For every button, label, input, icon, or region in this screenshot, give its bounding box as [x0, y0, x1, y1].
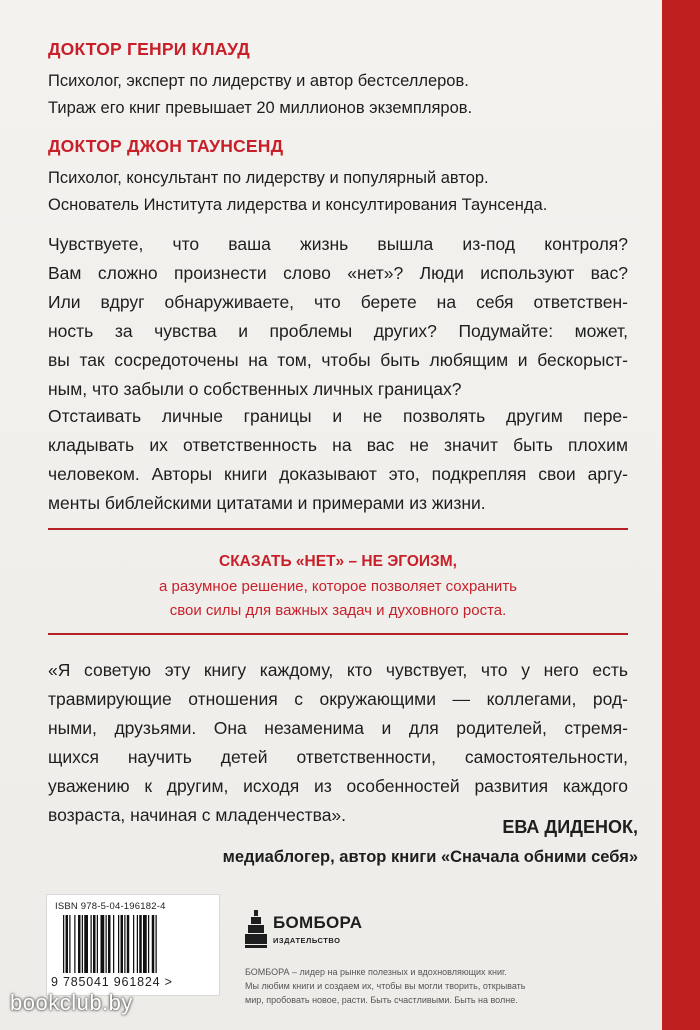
motto-line: а разумное решение, которое позволяет сохранить — [158, 578, 517, 595]
quote-author-name: ЕВА ДИДЕНОК, — [502, 817, 638, 837]
quote-line: щихся научить детей ответственности, самостоятельности, — [48, 747, 628, 767]
isbn-label: ISBN 978-5-04-196182-4 — [55, 901, 166, 912]
text-line: человеком. Авторы книги доказывают это, подкрепляя свои аргу- — [48, 464, 628, 484]
text-line: Отстаивать личные границы и не позволять другим пере- — [48, 406, 628, 426]
text-line: Вам сложно произнести слово «нет»? Люди используют вас? — [48, 263, 628, 283]
text-line: Чувствуете, что ваша жизнь вышла из-под контроля? — [48, 234, 628, 254]
testimonial-quote — [48, 656, 628, 830]
barcode — [46, 894, 220, 996]
author-name: ДОКТОР ДЖОН ТАУНСЕНД — [48, 136, 284, 156]
publisher-subtitle: ИЗДАТЕЛЬСТВО — [273, 936, 341, 945]
site-watermark: bookclub.by — [10, 990, 133, 1015]
author-bio — [48, 68, 472, 122]
quote-line: «Я советую эту книгу каждому, кто чувствует, что у него есть — [48, 660, 628, 680]
text-line: ность за чувства и проблемы других? Подумайте: может, — [48, 321, 628, 341]
motto-headline: СКАЗАТЬ «НЕТ» – НЕ ЭГОИЗМ, — [219, 553, 457, 570]
quote-author-role: медиаблогер, автор книги «Сначала обними себя» — [222, 848, 638, 866]
bio-line: Тираж его книг превышает 20 миллионов экземпляров. — [48, 99, 473, 117]
quote-line: возраста, начиная с младенчества». — [48, 805, 347, 825]
blurb-line: мир, пробовать новое, расти. Быть счастливыми. Быть на волне. — [245, 995, 518, 1005]
divider-bottom — [48, 633, 628, 635]
bio-line: Психолог, консультант по лидерству и популярный автор. — [48, 169, 489, 187]
publisher-blurb — [245, 965, 645, 1007]
quote-attribution — [223, 815, 638, 869]
divider-top — [48, 528, 628, 530]
publisher-name: БОМБОРА — [273, 913, 363, 932]
text-line: ным, что забыли о собственных личных границах? — [48, 379, 462, 399]
bio-line: Основатель Института лидерства и консултирования Таунсенда. — [48, 196, 548, 214]
motto-block — [48, 551, 628, 623]
publisher-logo — [245, 908, 363, 954]
text-line: Или вдруг обнаруживаете, что берете на себя ответствен- — [48, 292, 628, 312]
red-spine-strip — [662, 0, 700, 1030]
motto-subtext — [48, 575, 628, 623]
bio-line: Психолог, эксперт по лидерству и автор бестселлеров. — [48, 72, 469, 90]
author-block-cloud — [48, 38, 472, 122]
text-line: менты библейскими цитатами и примерами из жизни. — [48, 493, 486, 513]
barcode-digits: 9 785041 961824 > — [51, 975, 173, 989]
quote-line: ными, друзьями. Она незаменима и для родителей, стремя- — [48, 718, 628, 738]
description-paragraph-2 — [48, 402, 628, 518]
blurb-line: БОМБОРА – лидер на рынке полезных и вдохновляющих книг. — [245, 967, 507, 977]
blurb-line: Мы любим книги и создаем их, чтобы вы могли творить, открывать — [245, 981, 526, 991]
text-line: кладывать их ответственность на вас не значит быть плохим — [48, 435, 628, 455]
motto-line: свои силы для важных задач и духовного роста. — [169, 602, 507, 619]
publisher-tower-icon — [245, 910, 267, 948]
author-name: ДОКТОР ГЕНРИ КЛАУД — [48, 39, 250, 59]
author-bio — [48, 165, 547, 219]
barcode-bars-icon — [63, 915, 211, 973]
author-block-townsend — [48, 135, 547, 219]
quote-line: травмирующие отношения с окружающими — коллегами, род- — [48, 689, 628, 709]
quote-line: уважению к другим, исходя из особенностей развития каждого — [48, 776, 628, 796]
text-line: вы так сосредоточены на том, чтобы быть любящим и бескорыст- — [48, 350, 628, 370]
description-paragraph-1 — [48, 230, 628, 404]
